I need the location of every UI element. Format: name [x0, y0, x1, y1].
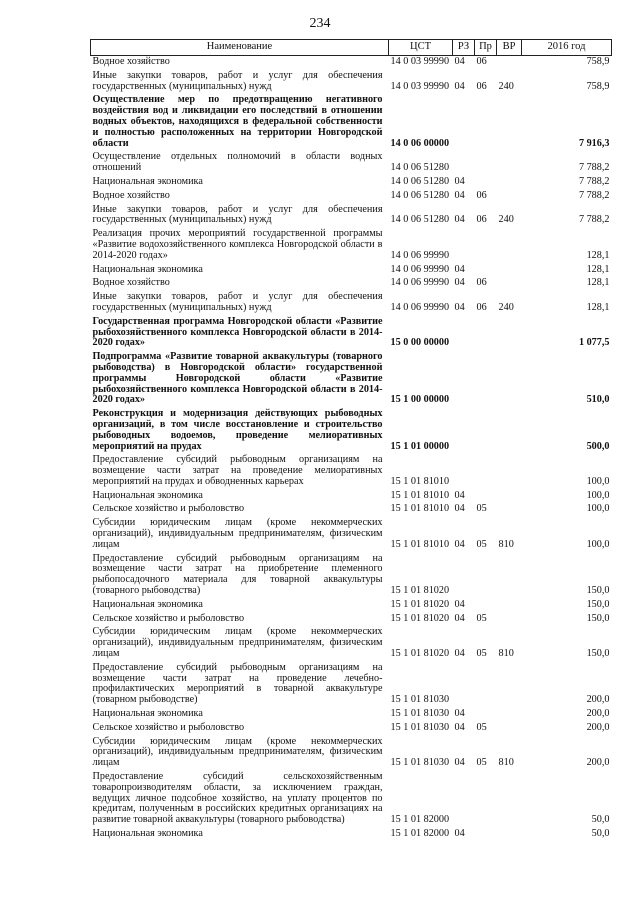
- row-cst: 15 1 01 81020: [390, 648, 450, 660]
- row-rz: 04: [454, 56, 465, 67]
- row-name: Водное хозяйство: [92, 277, 170, 289]
- header-row: [91, 40, 612, 56]
- row-amount: 150,0: [586, 648, 610, 660]
- row-name: Реализация прочих мероприятий государственной программы «Развитие водохозяйственного комплекса Новгородской области в 2014-2020 годах»: [92, 228, 383, 261]
- row-name: Предоставление субсидий сельскохозяйственным товаропроизводителям области, за исключением граждан, ведущих личное подсобное хозяйство, на уплату процентов по кредитам, полученным в российских кредитных организациях на развитие товарной аквакультуры (товарного рыбоводства): [92, 771, 383, 826]
- row-vr: [497, 190, 522, 204]
- row-rz: [453, 771, 475, 828]
- row-pr: [475, 264, 497, 278]
- row-amount: 128,1: [586, 277, 610, 289]
- header-cst: ЦСТ: [389, 40, 453, 56]
- header-amount: 2016 год: [522, 40, 612, 56]
- row-amount: 200,0: [586, 757, 610, 769]
- row-rz: 04: [454, 489, 465, 501]
- row-amount: 500,0: [586, 440, 610, 452]
- row-rz: 04: [454, 612, 465, 624]
- row-name: Предоставление субсидий рыбоводным организациям на возмещение части затрат на проведение мелиоративных мероприятий на прудах и обводненных карьерах: [92, 454, 383, 487]
- row-name: Сельское хозяйство и рыболовство: [92, 612, 245, 624]
- row-name: Иные закупки товаров, работ и услуг для обеспечения государственных (муниципальных) нужд: [92, 291, 383, 313]
- row-amount: 100,0: [586, 475, 610, 487]
- row-name: Национальная экономика: [92, 489, 203, 501]
- row-pr: 06: [476, 56, 487, 67]
- table-row: [91, 151, 612, 176]
- table-row: [91, 264, 612, 278]
- row-vr: [497, 228, 522, 263]
- table-row: [91, 626, 612, 661]
- row-cst: 15 1 00 00000: [390, 394, 450, 406]
- row-amount: 7 788,2: [578, 214, 610, 226]
- row-cst: 15 1 01 81030: [390, 721, 450, 733]
- row-amount: 1 077,5: [578, 337, 610, 349]
- row-pr: 05: [476, 503, 487, 515]
- row-rz: [453, 351, 475, 408]
- row-vr: [497, 94, 522, 151]
- header-vr: ВР: [497, 40, 522, 56]
- row-cst: 15 1 01 81030: [390, 694, 450, 706]
- table-row: [91, 454, 612, 489]
- row-amount: 50,0: [591, 814, 610, 826]
- row-vr: [497, 708, 522, 722]
- row-amount: 510,0: [586, 394, 610, 406]
- row-vr: [497, 553, 522, 599]
- row-vr: [497, 490, 522, 504]
- row-amount: 100,0: [586, 489, 610, 501]
- row-amount: 7 788,2: [578, 189, 610, 201]
- row-pr: [475, 176, 497, 190]
- row-name: Подпрограмма «Развитие товарной аквакультуры (товарного рыбоводства) в Новгородской области» государственной программы Новгородской области «Развитие рыбохозяйственного комплекса Новгородской области в 2014-2020 годах»: [92, 351, 383, 406]
- row-rz: [453, 228, 475, 263]
- header-name: Наименование: [91, 40, 389, 56]
- row-amount: 7 788,2: [578, 162, 610, 174]
- row-cst: 15 1 01 81010: [390, 503, 450, 515]
- row-name: Субсидии юридическим лицам (кроме некоммерческих организаций), индивидуальным предпринимателям, физическим лицам: [92, 626, 383, 660]
- row-rz: 04: [454, 277, 465, 289]
- row-vr: [497, 56, 522, 70]
- table-row: [91, 517, 612, 552]
- row-name: Реконструкция и модернизация действующих рыбоводных организаций, в том числе восстановление и строительство рыбоводных водоемов, проведение мелиоративных мероприятий на прудах: [92, 408, 383, 452]
- table-row: [91, 351, 612, 408]
- row-pr: [475, 708, 497, 722]
- row-rz: 04: [454, 80, 465, 92]
- row-rz: 04: [454, 214, 465, 226]
- row-name: Субсидии юридическим лицам (кроме некоммерческих организаций), индивидуальным предпринимателям, физическим лицам: [92, 735, 383, 769]
- row-cst: 15 1 01 81030: [390, 757, 450, 769]
- table-row: [91, 503, 612, 517]
- row-name: Национальная экономика: [92, 175, 203, 187]
- row-vr: [497, 503, 522, 517]
- row-rz: [453, 151, 475, 176]
- row-rz: 04: [454, 538, 465, 550]
- row-rz: 04: [454, 503, 465, 515]
- row-pr: [475, 316, 497, 351]
- table-row: [91, 828, 612, 842]
- row-rz: 04: [454, 828, 465, 839]
- row-cst: 14 0 06 00000: [390, 137, 450, 149]
- row-amount: 128,1: [586, 301, 610, 313]
- row-rz: [453, 662, 475, 708]
- row-cst: 15 1 01 81010: [390, 489, 450, 501]
- row-name: Национальная экономика: [92, 263, 203, 275]
- table-header: [91, 40, 612, 56]
- row-rz: 04: [454, 301, 465, 313]
- row-name: Водное хозяйство: [92, 56, 170, 67]
- row-name: Сельское хозяйство и рыболовство: [92, 721, 245, 733]
- row-cst: 15 1 01 81020: [390, 612, 450, 624]
- table-row: [91, 204, 612, 229]
- row-name: Предоставление субсидий рыбоводным организациям на возмещение части затрат на проведение лечебно-профилактических мероприятий в товарной аквакультуре (товарном рыбоводстве): [92, 661, 383, 706]
- row-cst: 14 0 06 51280: [390, 162, 450, 174]
- row-pr: [475, 490, 497, 504]
- row-cst: 14 0 03 99990: [390, 80, 450, 92]
- row-rz: [453, 94, 475, 151]
- row-name: Водное хозяйство: [92, 189, 170, 201]
- table-row: [91, 599, 612, 613]
- row-vr: [497, 316, 522, 351]
- row-name: Сельское хозяйство и рыболовство: [92, 503, 245, 515]
- row-cst: 15 1 01 00000: [390, 440, 450, 452]
- row-cst: 15 1 01 82000: [390, 828, 450, 839]
- row-rz: 04: [454, 263, 465, 275]
- table-row: [91, 553, 612, 599]
- table-row: [91, 736, 612, 771]
- row-amount: 200,0: [586, 708, 610, 720]
- row-vr: 810: [498, 757, 514, 769]
- row-amount: 100,0: [586, 538, 610, 550]
- table-row: [91, 277, 612, 291]
- row-name: Национальная экономика: [92, 828, 203, 839]
- row-amount: 128,1: [586, 249, 610, 261]
- row-vr: 810: [498, 538, 514, 550]
- row-rz: 04: [454, 175, 465, 187]
- row-amount: 7 916,3: [578, 137, 610, 149]
- row-rz: 04: [454, 648, 465, 660]
- row-cst: 15 1 01 81010: [390, 538, 450, 550]
- table-row: [91, 722, 612, 736]
- row-rz: 04: [454, 189, 465, 201]
- table-row: [91, 771, 612, 828]
- row-rz: 04: [454, 757, 465, 769]
- row-pr: [475, 94, 497, 151]
- row-cst: 14 0 06 99990: [390, 249, 450, 261]
- row-cst: 14 0 06 99990: [390, 301, 450, 313]
- row-rz: [453, 553, 475, 599]
- row-cst: 15 0 00 00000: [390, 337, 450, 349]
- row-amount: 200,0: [586, 721, 610, 733]
- row-amount: 128,1: [586, 263, 610, 275]
- row-vr: [497, 454, 522, 489]
- row-pr: 06: [476, 214, 487, 226]
- row-pr: [475, 828, 497, 842]
- row-vr: 240: [498, 214, 514, 226]
- row-vr: [497, 613, 522, 627]
- table-row: [91, 408, 612, 454]
- row-cst: 14 0 06 51280: [390, 189, 450, 201]
- row-pr: [475, 228, 497, 263]
- row-pr: [475, 771, 497, 828]
- table-row: [91, 291, 612, 316]
- row-pr: 06: [476, 277, 487, 289]
- row-pr: 05: [476, 538, 487, 550]
- row-pr: 05: [476, 648, 487, 660]
- row-amount: 7 788,2: [578, 175, 610, 187]
- row-amount: 150,0: [586, 585, 610, 597]
- row-pr: 05: [476, 757, 487, 769]
- row-cst: 15 1 01 81030: [390, 708, 450, 720]
- table-row: [91, 70, 612, 95]
- row-vr: 240: [498, 80, 514, 92]
- row-vr: [497, 351, 522, 408]
- row-rz: 04: [454, 598, 465, 610]
- table-row: [91, 490, 612, 504]
- row-cst: 14 0 06 99990: [390, 277, 450, 289]
- row-cst: 14 0 06 51280: [390, 214, 450, 226]
- budget-table: [90, 39, 612, 842]
- row-pr: 06: [476, 189, 487, 201]
- row-pr: [475, 553, 497, 599]
- row-rz: [453, 454, 475, 489]
- row-vr: [497, 264, 522, 278]
- row-name: Национальная экономика: [92, 598, 203, 610]
- table-row: [91, 708, 612, 722]
- row-name: Национальная экономика: [92, 708, 203, 720]
- row-rz: 04: [454, 708, 465, 720]
- row-vr: [497, 408, 522, 454]
- row-vr: [497, 662, 522, 708]
- row-amount: 758,9: [586, 80, 610, 92]
- row-rz: [453, 316, 475, 351]
- row-pr: [475, 662, 497, 708]
- row-pr: [475, 454, 497, 489]
- table-row: [91, 613, 612, 627]
- row-cst: 15 1 01 81020: [390, 598, 450, 610]
- row-pr: [475, 599, 497, 613]
- row-cst: 14 0 06 51280: [390, 175, 450, 187]
- row-pr: 06: [476, 301, 487, 313]
- table-row: [91, 176, 612, 190]
- row-amount: 150,0: [586, 598, 610, 610]
- table-row: [91, 228, 612, 263]
- row-amount: 100,0: [586, 503, 610, 515]
- row-amount: 150,0: [586, 612, 610, 624]
- row-pr: [475, 408, 497, 454]
- row-vr: 240: [498, 301, 514, 313]
- row-rz: 04: [454, 721, 465, 733]
- row-vr: [497, 771, 522, 828]
- row-cst: 15 1 01 81010: [390, 475, 450, 487]
- row-amount: 758,9: [586, 56, 610, 67]
- row-name: Государственная программа Новгородской области «Развитие рыбохозяйственного комплекса Новгородской области в 2014-2020 годах»: [92, 315, 383, 349]
- row-vr: [497, 828, 522, 842]
- row-vr: 810: [498, 648, 514, 660]
- header-pr: Пр: [475, 40, 497, 56]
- row-amount: 200,0: [586, 694, 610, 706]
- row-name: Осуществление отдельных полномочий в области водных отношений: [92, 151, 383, 174]
- row-name: Иные закупки товаров, работ и услуг для обеспечения государственных (муниципальных) нужд: [92, 69, 383, 92]
- row-vr: [497, 151, 522, 176]
- page-number: 234: [309, 16, 331, 31]
- row-pr: 06: [476, 80, 487, 92]
- row-name: Иные закупки товаров, работ и услуг для обеспечения государственных (муниципальных) нужд: [92, 203, 383, 226]
- table-row: [91, 662, 612, 708]
- row-pr: 05: [476, 612, 487, 624]
- row-cst: 15 1 01 81020: [390, 585, 450, 597]
- header-rz: РЗ: [453, 40, 475, 56]
- row-vr: [497, 722, 522, 736]
- row-cst: 14 0 03 99990: [390, 56, 450, 67]
- table-body: [91, 56, 612, 842]
- row-pr: 05: [476, 721, 487, 733]
- row-pr: [475, 351, 497, 408]
- row-vr: [497, 277, 522, 291]
- row-vr: [497, 599, 522, 613]
- table-row: [91, 94, 612, 151]
- table-row: [91, 316, 612, 351]
- table-row: [91, 190, 612, 204]
- row-rz: [453, 408, 475, 454]
- row-cst: 15 1 01 82000: [390, 814, 450, 826]
- row-pr: [475, 151, 497, 176]
- row-vr: [497, 176, 522, 190]
- row-name: Предоставление субсидий рыбоводным организациям на возмещение части затрат на приобретение племенного рыбопосадочного материала для товарной аквакультуры (товарного рыбоводства): [92, 552, 383, 597]
- row-amount: 50,0: [591, 828, 610, 839]
- row-name: Осуществление мер по предотвращению негативного воздействия вод и ликвидации его последствий в отношении водных объектов, находящихся в федеральной собственности и полностью расположенных на территории Новгородской области: [92, 94, 383, 149]
- row-name: Субсидии юридическим лицам (кроме некоммерческих организаций), индивидуальным предпринимателям, физическим лицам: [92, 517, 383, 550]
- row-cst: 14 0 06 99990: [390, 263, 450, 275]
- table-row: [91, 56, 612, 70]
